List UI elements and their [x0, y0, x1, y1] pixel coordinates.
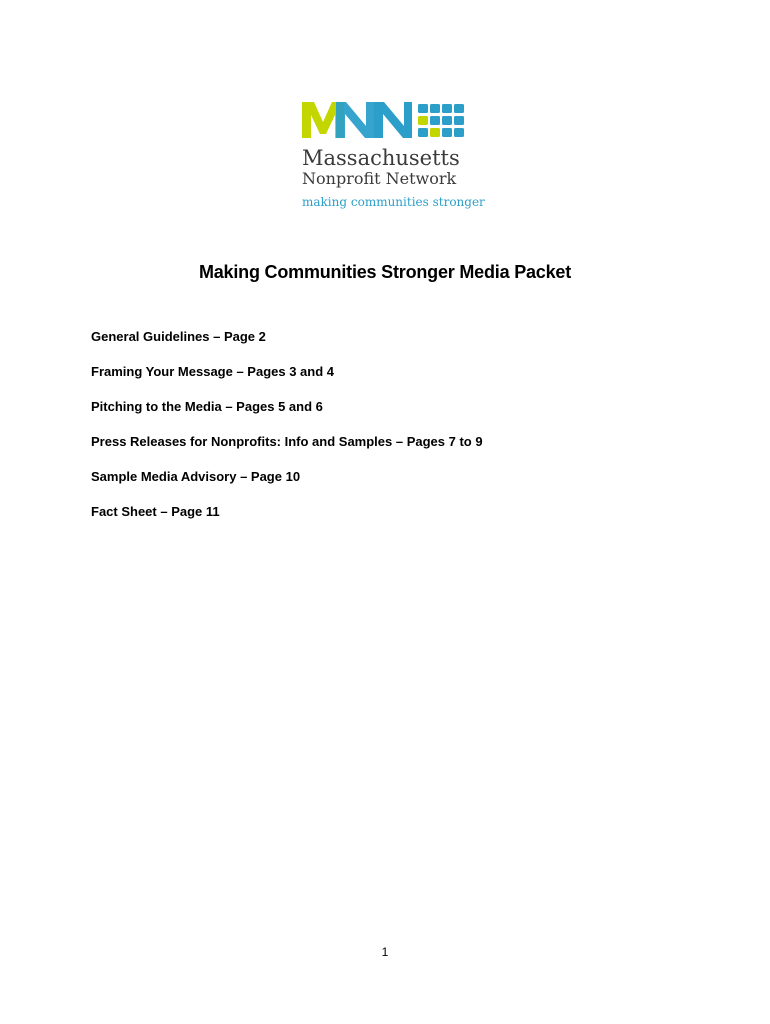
logo-tagline: making communities stronger	[302, 195, 485, 209]
mnn-logo	[300, 98, 485, 210]
toc-item-press-releases: Press Releases for Nonprofits: Info and Samples – Pages 7 to 9	[91, 434, 483, 449]
toc-item-fact-sheet: Fact Sheet – Page 11	[91, 504, 220, 519]
toc-item-general-guidelines: General Guidelines – Page 2	[91, 329, 266, 344]
toc-item-pitching-to-media: Pitching to the Media – Pages 5 and 6	[91, 399, 323, 414]
toc-item-framing-your-message: Framing Your Message – Pages 3 and 4	[91, 364, 335, 379]
table-of-contents	[91, 328, 483, 538]
mnn-monogram	[302, 102, 464, 138]
document-title: Making Communities Stronger Media Packet	[198, 262, 572, 282]
logo-org-line2: Nonprofit Network	[302, 169, 457, 188]
toc-item-sample-media-advisory: Sample Media Advisory – Page 10	[91, 469, 301, 484]
page-number: 1	[381, 945, 389, 959]
mnn-logo-graphic	[300, 98, 485, 210]
logo-org-line1: Massachusetts	[302, 146, 460, 170]
